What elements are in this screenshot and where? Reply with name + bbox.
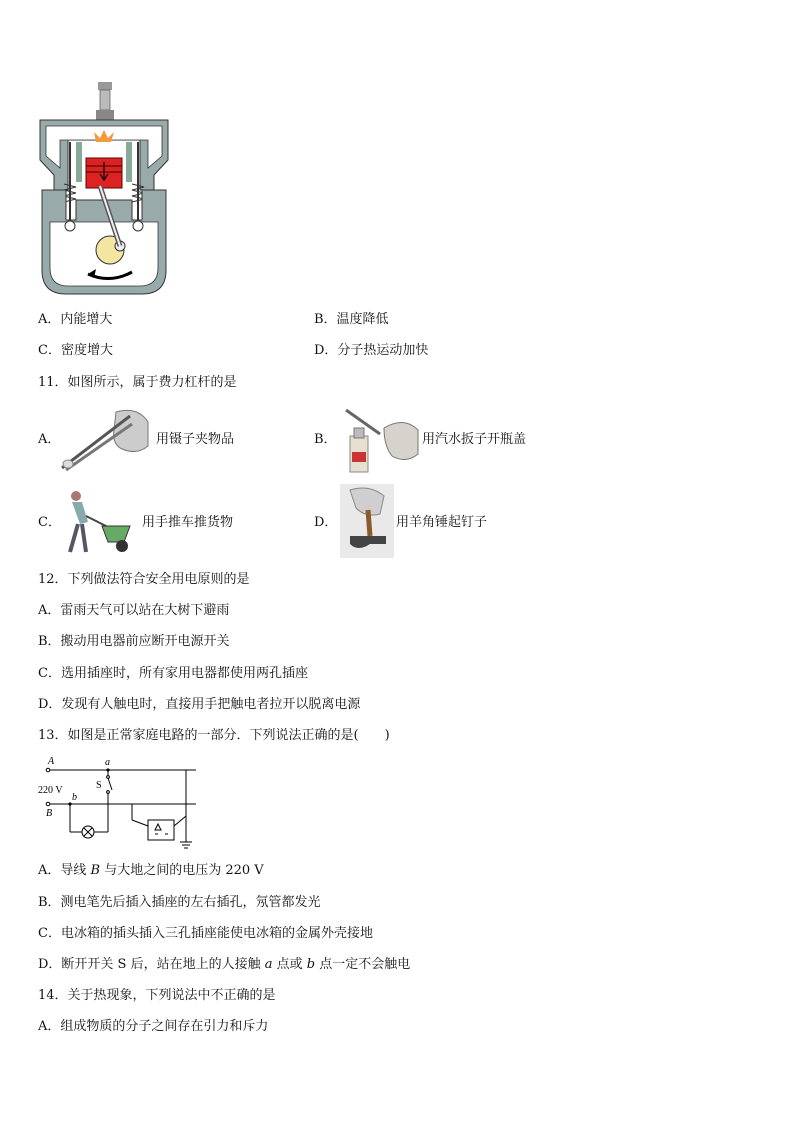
q10-option-b: B．温度降低: [314, 312, 389, 327]
q14-stem: 14．关于热现象，下列说法中不正确的是: [38, 988, 276, 1003]
q13-stem: 13．如图是正常家庭电路的一部分．下列说法正确的是( ): [38, 728, 390, 743]
q10-option-c: C．密度增大: [38, 343, 113, 358]
q13-option-b: B．测电笔先后插入插座的左右插孔，氖管都发光: [38, 895, 321, 910]
claw-hammer-figure: [340, 484, 394, 558]
q11-option-d-text: 用羊角锤起钉子: [396, 515, 488, 530]
circuit-point-a: a: [105, 757, 110, 768]
wheelbarrow-figure: [58, 488, 134, 556]
circuit-label-b-wire: B: [46, 808, 53, 819]
q13-option-d: D．断开开关 S 后，站在地上的人接触 a 点或 b 点一定不会触电: [38, 957, 411, 972]
circuit-voltage: 220 V: [38, 785, 63, 796]
q12-option-d: D．发现有人触电时，直接用手把触电者拉开以脱离电源: [38, 697, 361, 712]
q13-option-a: A．导线 B 与大地之间的电压为 220 V: [38, 863, 264, 878]
circuit-point-b: b: [72, 792, 77, 803]
q10-option-d: D．分子热运动加快: [314, 343, 429, 358]
q12-option-a: A．雷雨天气可以站在大树下避雨: [38, 603, 230, 618]
q10-option-a: A．内能增大: [38, 312, 113, 327]
tweezers-figure: [58, 402, 150, 474]
circuit-label-a-wire: A: [48, 756, 55, 767]
q12-option-c: C．选用插座时，所有家用电器都使用两孔插座: [38, 666, 308, 681]
q11-option-d-letter: D．: [314, 515, 338, 530]
q11-option-a-text: 用镊子夹物品: [156, 432, 235, 447]
q11-option-a-letter: A．: [38, 432, 61, 447]
q11-option-b-text: 用汽水扳子开瓶盖: [422, 432, 527, 447]
q11-option-b-letter: B．: [314, 432, 337, 447]
q11-option-c-letter: C．: [38, 515, 61, 530]
q11-option-c-text: 用手推车推货物: [142, 515, 234, 530]
q11-stem: 11．如图所示，属于费力杠杆的是: [38, 375, 237, 390]
circuit-diagram: [36, 754, 200, 852]
q14-option-a: A．组成物质的分子之间存在引力和斥力: [38, 1019, 269, 1034]
engine-figure: [36, 80, 172, 302]
q12-stem: 12．下列做法符合安全用电原则的是: [38, 572, 250, 587]
bottle-opener-figure: [340, 406, 420, 474]
q13-option-c: C．电冰箱的插头插入三孔插座能使电冰箱的金属外壳接地: [38, 926, 373, 941]
q12-option-b: B．搬动用电器前应断开电源开关: [38, 634, 230, 649]
circuit-switch-label: S: [96, 780, 102, 791]
